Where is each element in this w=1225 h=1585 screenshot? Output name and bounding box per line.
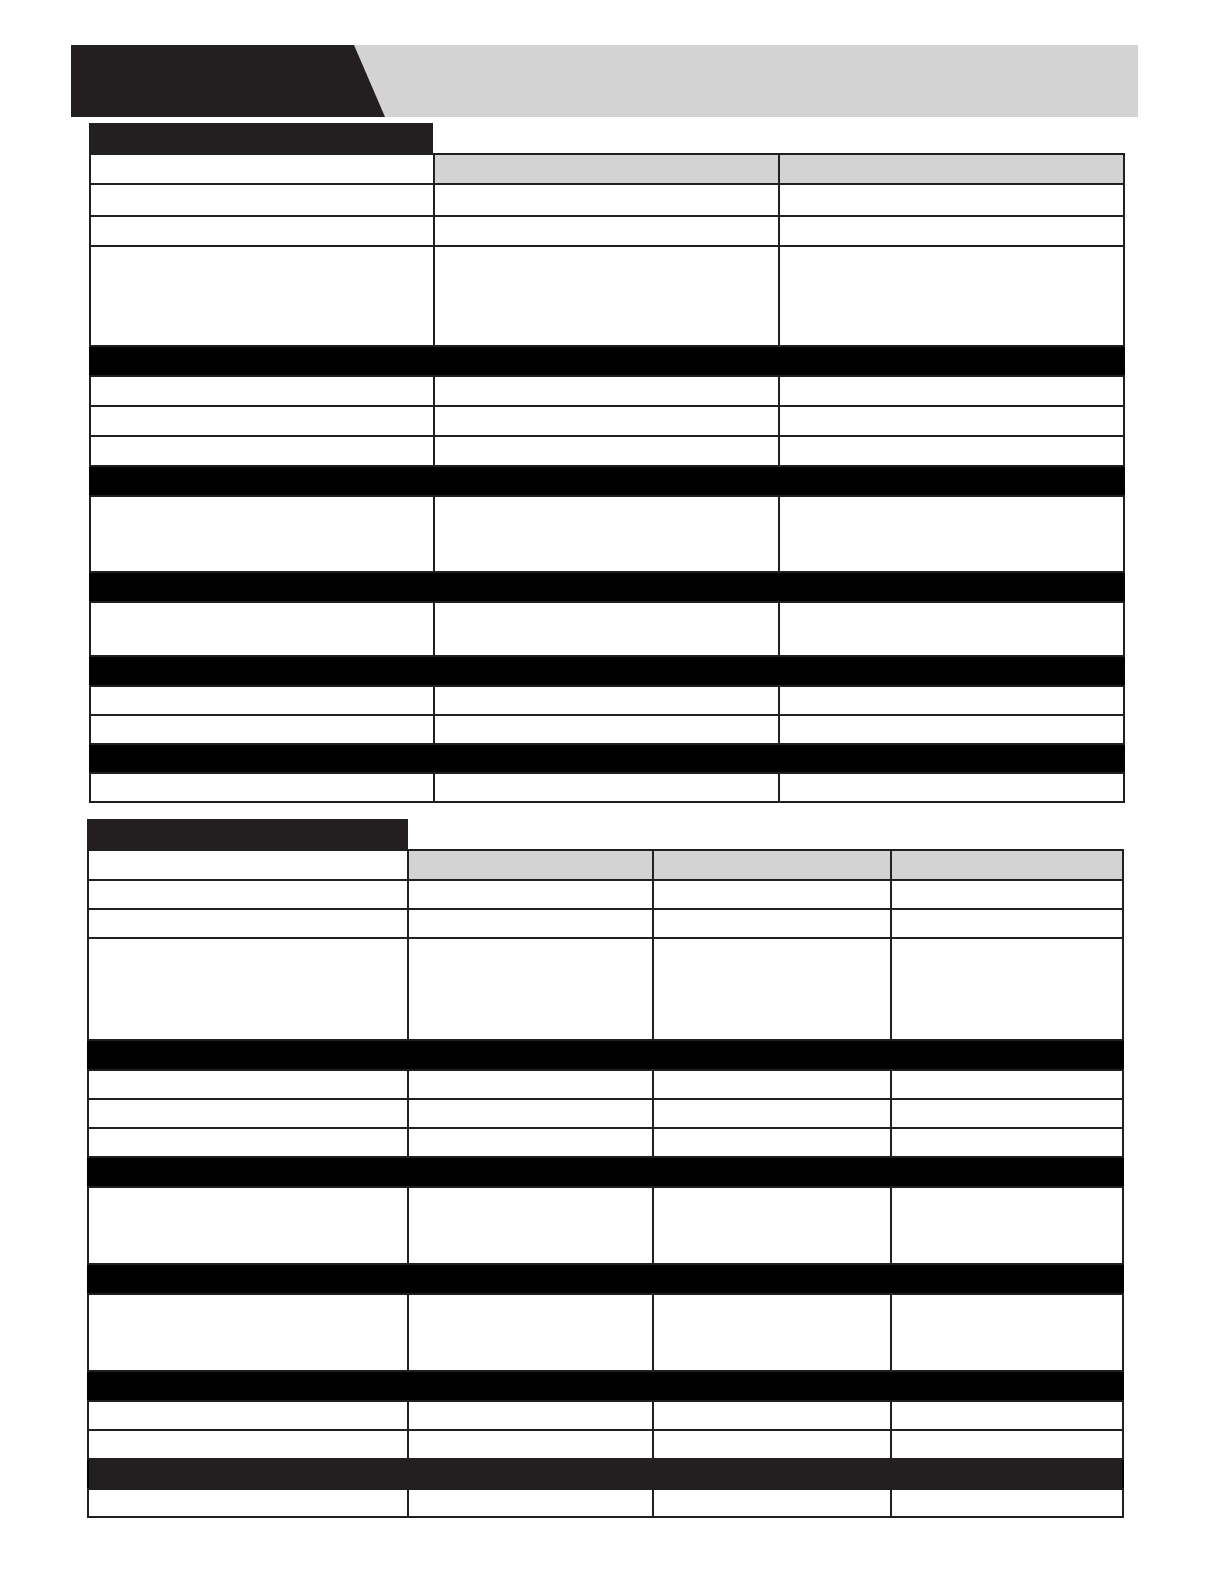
table-row (88, 1489, 1123, 1517)
table-row (88, 1430, 1123, 1459)
table-cell (90, 436, 434, 466)
table-row (90, 246, 1124, 346)
table-cell (90, 184, 434, 216)
table-cell (779, 406, 1124, 436)
table2-tab (87, 819, 408, 850)
section-label (88, 1371, 1123, 1401)
table-cell (434, 773, 779, 802)
table-cell (779, 376, 1124, 406)
table-cell (90, 602, 434, 656)
section-label (90, 572, 1124, 602)
table-cell (891, 1401, 1123, 1430)
table-cell (408, 1070, 653, 1099)
table-cell (88, 1187, 408, 1264)
table-cell (88, 1430, 408, 1459)
table-row (90, 496, 1124, 572)
table-cell (434, 406, 779, 436)
section-label (88, 1040, 1123, 1070)
table-cell (891, 938, 1123, 1040)
header-tab (71, 45, 385, 117)
table-cell (653, 880, 891, 909)
table-row (88, 1099, 1123, 1128)
table-cell (434, 184, 779, 216)
table-cell (434, 246, 779, 346)
table-cell (88, 1099, 408, 1128)
table-cell (88, 1294, 408, 1371)
header-banner (354, 45, 1138, 117)
table-cell (653, 909, 891, 938)
table-cell (408, 1401, 653, 1430)
table-row (88, 1070, 1123, 1099)
section-label (90, 346, 1124, 376)
table-cell (90, 216, 434, 246)
table-cell (88, 1489, 408, 1517)
section-row (90, 572, 1124, 602)
table-cell (653, 1430, 891, 1459)
table-cell (891, 909, 1123, 938)
table-cell (653, 1187, 891, 1264)
column-header (891, 850, 1123, 880)
table-row (90, 216, 1124, 246)
table-row (88, 938, 1123, 1040)
table-cell (779, 715, 1124, 744)
section-label (88, 1157, 1123, 1187)
table-cell (408, 1187, 653, 1264)
table-cell (408, 1128, 653, 1157)
column-header (779, 154, 1124, 184)
table-cell (891, 1489, 1123, 1517)
table-row (88, 1294, 1123, 1371)
page-header-band (0, 45, 1150, 117)
table-cell (88, 880, 408, 909)
table-row (90, 406, 1124, 436)
section-label (90, 656, 1124, 686)
table-cell (779, 496, 1124, 572)
table-cell (408, 909, 653, 938)
table-row (88, 909, 1123, 938)
table-row (90, 376, 1124, 406)
table-cell (408, 1099, 653, 1128)
table-row (88, 1187, 1123, 1264)
table-cell (90, 376, 434, 406)
table-cell (891, 1128, 1123, 1157)
table-cell (653, 1401, 891, 1430)
table-cell (88, 850, 408, 880)
table-cell (434, 496, 779, 572)
table-cell (891, 1070, 1123, 1099)
table-cell (434, 436, 779, 466)
table-cell (88, 1401, 408, 1430)
table-header-row (90, 154, 1124, 184)
table-cell (891, 1099, 1123, 1128)
table-cell (891, 1430, 1123, 1459)
table-row (88, 1401, 1123, 1430)
table-row (88, 880, 1123, 909)
section-label (90, 466, 1124, 496)
table-cell (434, 715, 779, 744)
spec-table-1 (89, 153, 1125, 803)
table-cell (434, 602, 779, 656)
table-cell (408, 1294, 653, 1371)
table-cell (779, 686, 1124, 715)
table-cell (779, 216, 1124, 246)
section-row (88, 1371, 1123, 1401)
section-row (90, 346, 1124, 376)
table-row (88, 1128, 1123, 1157)
section-row (88, 1157, 1123, 1187)
table-cell (88, 938, 408, 1040)
table-cell (88, 1128, 408, 1157)
section-row (88, 1040, 1123, 1070)
table-cell (408, 938, 653, 1040)
table1-tab (89, 123, 433, 154)
table-cell (653, 1294, 891, 1371)
table-cell (408, 880, 653, 909)
table-cell (779, 184, 1124, 216)
table-cell (90, 496, 434, 572)
section-label (88, 1264, 1123, 1294)
table-cell (408, 1430, 653, 1459)
table-cell (434, 686, 779, 715)
table-row (90, 686, 1124, 715)
header-graphic (0, 45, 1150, 117)
table-cell (779, 246, 1124, 346)
table-cell (434, 216, 779, 246)
column-header (434, 154, 779, 184)
table-cell (90, 773, 434, 802)
section-row (88, 1264, 1123, 1294)
table-header-row (88, 850, 1123, 880)
table-cell (891, 880, 1123, 909)
table-cell (653, 1489, 891, 1517)
table-row (90, 436, 1124, 466)
table-cell (90, 246, 434, 346)
section-row (90, 744, 1124, 773)
table-cell (891, 1187, 1123, 1264)
column-header (653, 850, 891, 880)
table-cell (434, 376, 779, 406)
table-row (90, 602, 1124, 656)
table-row (90, 184, 1124, 216)
table-cell (653, 1099, 891, 1128)
column-header (408, 850, 653, 880)
table-cell (779, 773, 1124, 802)
table-cell (90, 686, 434, 715)
table-cell (90, 154, 434, 184)
table-cell (779, 436, 1124, 466)
table-cell (408, 1489, 653, 1517)
section-label (90, 744, 1124, 773)
section-row (90, 656, 1124, 686)
table-row (90, 715, 1124, 744)
spec-table-2 (87, 849, 1124, 1518)
table-cell (88, 909, 408, 938)
table-row (90, 773, 1124, 802)
section-label (88, 1459, 1123, 1489)
table-cell (90, 406, 434, 436)
section-row (88, 1459, 1123, 1489)
table-cell (653, 1070, 891, 1099)
table-cell (653, 1128, 891, 1157)
section-row (90, 466, 1124, 496)
table-cell (779, 602, 1124, 656)
table-cell (90, 715, 434, 744)
table-cell (653, 938, 891, 1040)
table-cell (88, 1070, 408, 1099)
table-cell (891, 1294, 1123, 1371)
